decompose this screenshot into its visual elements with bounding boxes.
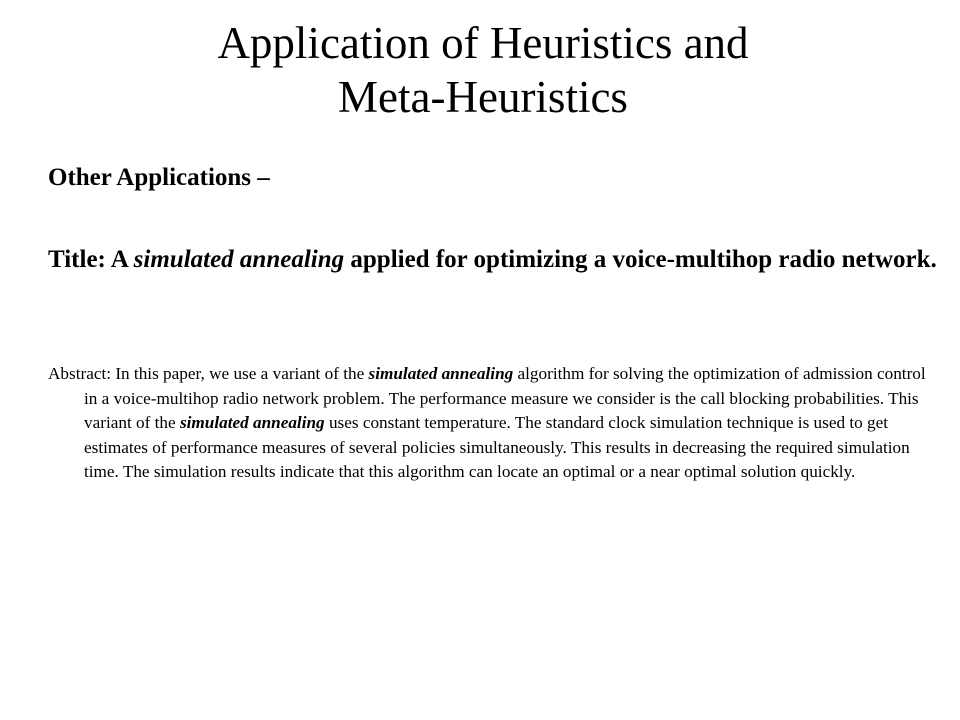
section-heading: Other Applications – bbox=[48, 164, 270, 191]
slide-title-line-1: Application of Heuristics and bbox=[217, 18, 749, 68]
paper-title-suffix: applied for optimizing a voice-multihop radio network. bbox=[344, 246, 937, 273]
abstract-text-1: In this paper, we use a variant of the bbox=[111, 364, 369, 383]
paper-title bbox=[48, 240, 948, 279]
abstract-emphasis-2: simulated annealing bbox=[179, 413, 325, 433]
abstract-emphasis-1: simulated annealing bbox=[368, 364, 514, 383]
abstract-paragraph bbox=[48, 362, 936, 485]
abstract-text-2: algorithm for solving the optimization of admission control in a voice-multihop radio network problem. The performance measure we consider is the call blocking probabilities. This variant of the bbox=[84, 364, 926, 433]
abstract-text-3: uses constant temperature. The standard clock simulation technique is used to get estimates of performance measures of several policies simultaneously. This results in decreasing the required simulation time. The simulation results indicate that this algorithm can locate an optimal or a near optimal solution quickly. bbox=[84, 413, 910, 482]
slide-title bbox=[0, 16, 960, 124]
abstract-label: Abstract: bbox=[48, 364, 112, 383]
paper-title-prefix: Title: A bbox=[48, 246, 134, 273]
paper-title-emphasis: simulated annealing bbox=[133, 246, 345, 273]
slide-title-line-2: Meta-Heuristics bbox=[338, 72, 628, 122]
